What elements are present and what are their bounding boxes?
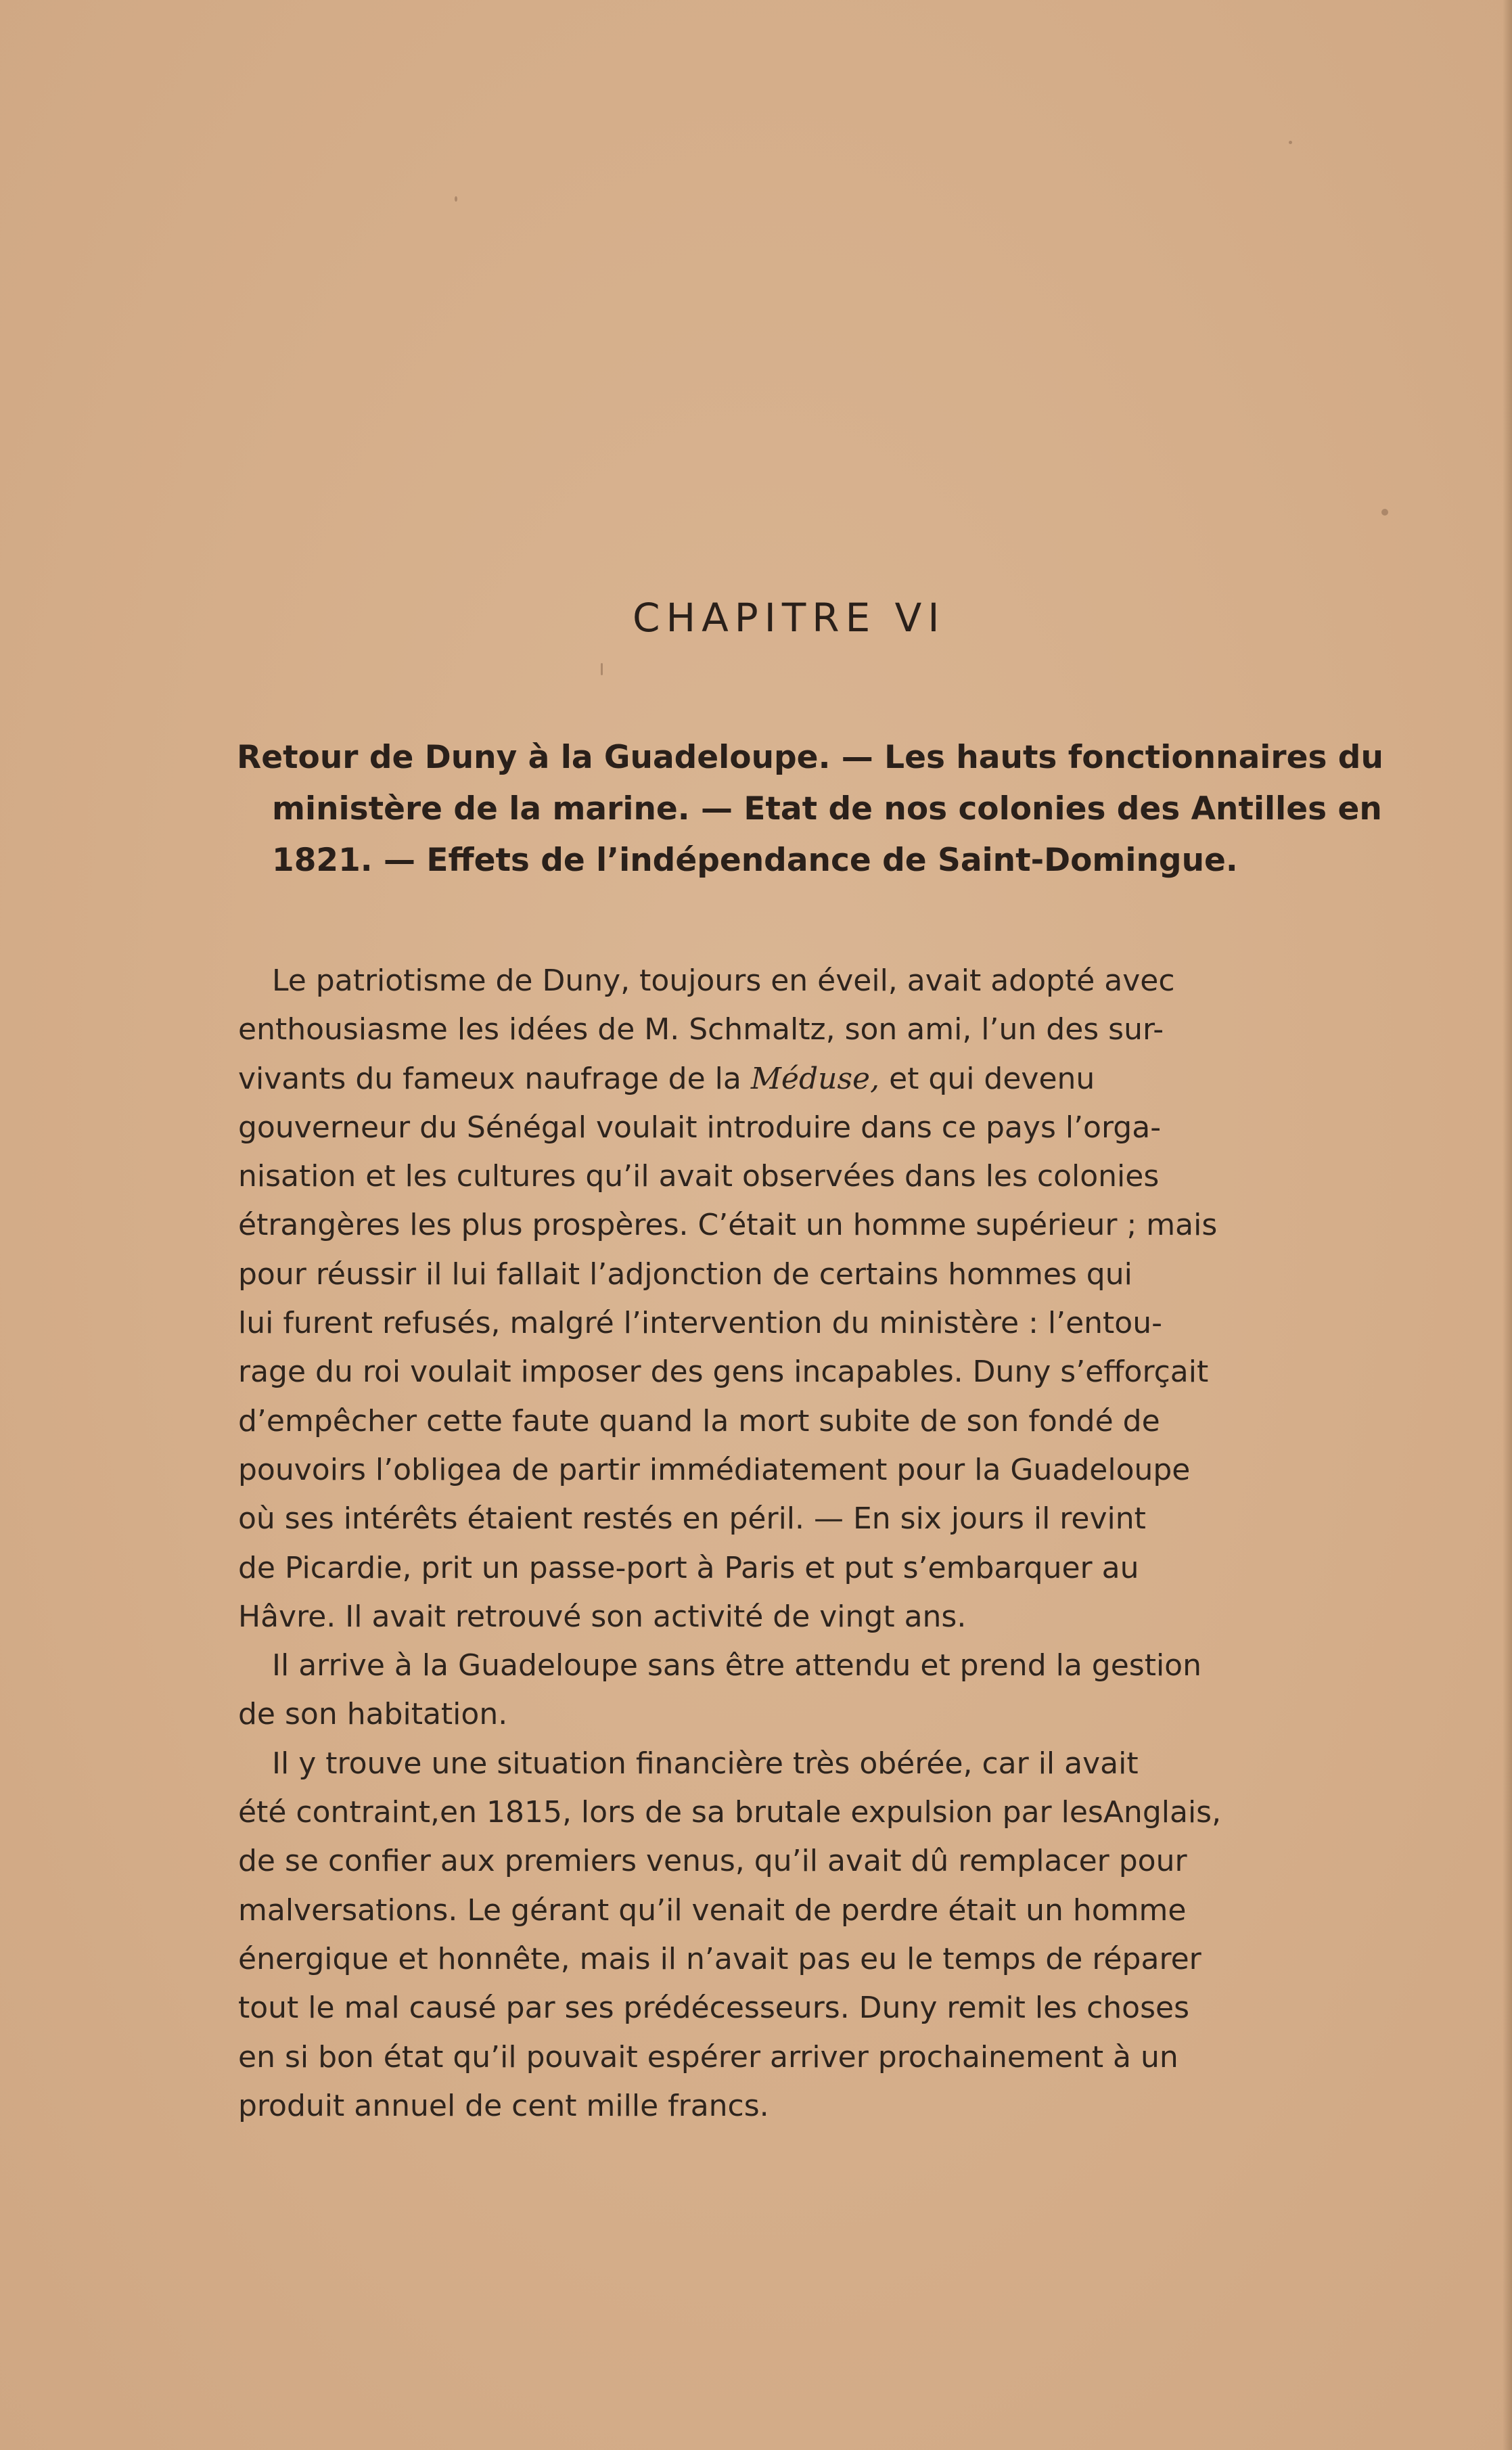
text-line: de son habitation. (238, 1697, 508, 1732)
page-edge-shadow (1503, 0, 1512, 2450)
text-line: pour réussir il lui fallait l’adjonction de certains hommes qui (238, 1256, 1132, 1292)
text-line (238, 1055, 1348, 1104)
text-line: d’empêcher cette faute quand la mort subite de son fondé de (238, 1403, 1160, 1438)
summary-line: 1821. — Effets de l’indépendance de Saint-Domingue. (272, 842, 1238, 879)
text-line: pouvoirs l’obligea de partir immédiatement pour la Guadeloupe (238, 1452, 1191, 1487)
text-line: rage du roi voulait imposer des gens incapables. Duny s’efforçait (238, 1355, 1209, 1390)
text-line: Hâvre. Il avait retrouvé son activité de vingt ans. (238, 1599, 967, 1634)
text-line: tout le mal causé par ses prédécesseurs. Duny remit les choses (238, 1991, 1190, 2026)
text-line: nisation et les cultures qu’il avait observées dans les colonies (238, 1159, 1160, 1194)
text-line: de se confier aux premiers venus, qu’il avait dû remplacer pour (238, 1844, 1187, 1879)
text-line: de Picardie, prit un passe-port à Paris et put s’embarquer au (238, 1550, 1139, 1585)
summary-line: ministère de la marine. — Etat de nos colonies des Antilles en (272, 790, 1382, 827)
text-line: énergique et honnête, mais il n’avait pas eu le temps de réparer (238, 1941, 1201, 1976)
text-line: Il y trouve une situation financière très obérée, car il avait (272, 1746, 1139, 1781)
text-line: où ses intérêts étaient restés en péril. — En six jours il revint (238, 1501, 1146, 1537)
chapter-title: CHAPITRE VI (633, 595, 946, 641)
paper-speck (1289, 141, 1292, 144)
text-segment: vivants du fameux naufrage de la (238, 1061, 741, 1096)
text-line: malversations. Le gérant qu’il venait de perdre était un homme (238, 1892, 1187, 1928)
text-line: lui furent refusés, malgré l’intervention du ministère : l’entou- (238, 1306, 1162, 1341)
text-line: Il arrive à la Guadeloupe sans être attendu et prend la gestion (272, 1648, 1201, 1683)
text-line: étrangères les plus prospères. C’était un homme supérieur ; mais (238, 1208, 1218, 1243)
text-line: en si bon état qu’il pouvait espérer arriver prochainement à un (238, 2039, 1178, 2074)
body-text (238, 957, 1348, 2131)
paper-speck (601, 663, 603, 675)
ship-name: Méduse, (750, 1061, 880, 1096)
text-line: gouverneur du Sénégal voulait introduire dans ce pays l’orga- (238, 1110, 1162, 1145)
paper-speck (455, 196, 457, 202)
text-line: Le patriotisme de Duny, toujours en éveil, avait adopté avec (272, 963, 1175, 998)
chapter-summary (237, 732, 1383, 886)
text-line: produit annuel de cent mille francs. (238, 2088, 769, 2123)
paper-speck (1381, 509, 1388, 516)
text-line: été contraint,en 1815, lors de sa brutale expulsion par lesAnglais, (238, 1795, 1222, 1830)
text-segment: et qui devenu (889, 1061, 1095, 1096)
summary-line: Retour de Duny à la Guadeloupe. — Les hauts fonctionnaires du (237, 739, 1383, 776)
text-line: enthousiasme les idées de M. Schmaltz, son ami, l’un des sur- (238, 1012, 1164, 1047)
